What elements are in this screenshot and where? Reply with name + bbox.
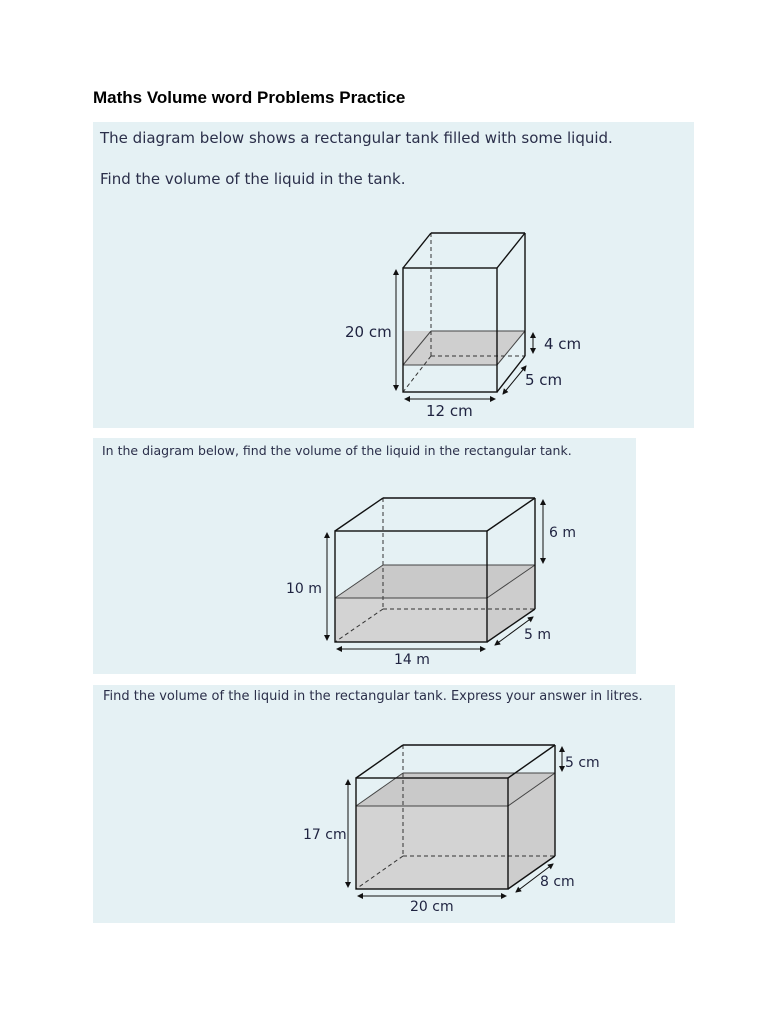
problem-2-empty-height-label: 6 m (549, 525, 576, 541)
problem-3-height-label: 17 cm (303, 827, 347, 843)
problem-2-tank-diagram (93, 438, 636, 674)
problem-1-tank-diagram (93, 122, 694, 428)
problem-2-depth-label: 5 m (524, 627, 551, 643)
problem-3-question: Find the volume of the liquid in the rectangular tank. Express your answer in litres. (103, 689, 643, 704)
problem-1-height-label: 20 cm (345, 323, 392, 341)
problem-2-panel (93, 438, 636, 674)
problem-3-width-label: 20 cm (410, 899, 454, 915)
problem-1-liquid-height-label: 4 cm (544, 335, 582, 353)
problem-2-question: In the diagram below, find the volume of the liquid in the rectangular tank. (102, 443, 572, 458)
problem-3-depth-label: 8 cm (540, 874, 575, 890)
problem-2-liquid-front (335, 598, 487, 642)
problem-1-depth-label: 5 cm (525, 371, 563, 389)
problem-1-question-line-1: The diagram below shows a rectangular tank filled with some liquid. (100, 129, 613, 147)
problem-3-empty-height-label: 5 cm (565, 755, 600, 771)
problem-2-height-label: 10 m (286, 581, 322, 597)
problem-3-tank-diagram (93, 685, 675, 923)
problem-3-panel (93, 685, 675, 923)
problem-1-width-label: 12 cm (426, 402, 473, 420)
problem-3-liquid-front (356, 806, 508, 889)
problem-1-question-line-2: Find the volume of the liquid in the tank. (100, 170, 406, 188)
problem-1-panel (93, 122, 694, 428)
page-title: Maths Volume word Problems Practice (93, 88, 406, 107)
problem-2-width-label: 14 m (394, 652, 430, 668)
